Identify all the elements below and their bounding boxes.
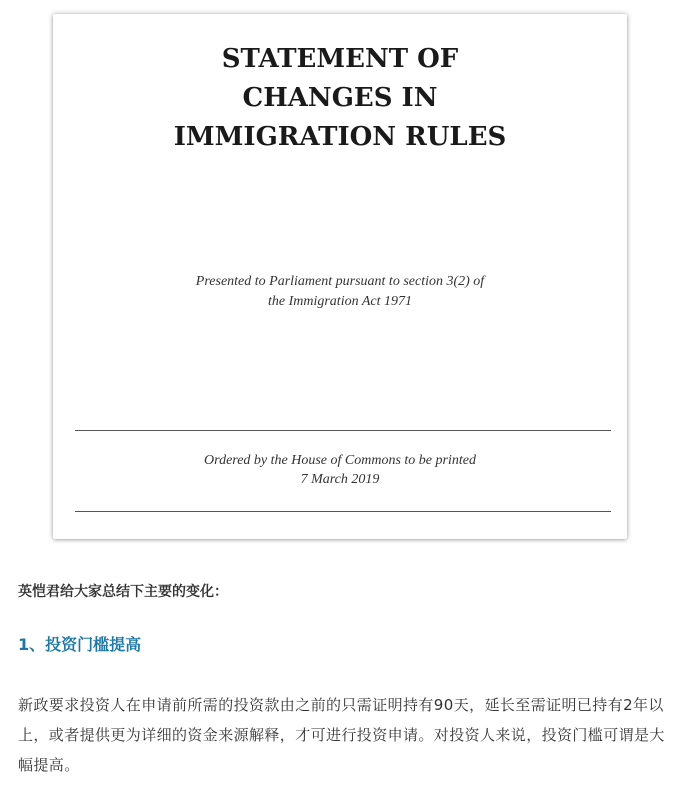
body-paragraph: 新政要求投资人在申请前所需的投资款由之前的只需证明持有90天，延长至需证明已持有2年以上，或者提供更为详细的资金来源解释，才可进行投资申请。对投资人来说，投资门槛可谓是大幅提高。 [18, 696, 665, 774]
ordered-line: Ordered by the House of Commons to be printed [204, 453, 476, 468]
document-cover-image [53, 14, 627, 539]
presented-note [53, 272, 627, 312]
document-title-line: CHANGES IN [242, 83, 438, 113]
presented-line: the Immigration Act 1971 [267, 294, 412, 309]
summary-intro: 英恺君给大家总结下主要的变化： [18, 584, 228, 600]
presented-line: Presented to Parliament pursuant to section 3(2) of [195, 274, 485, 289]
document-title-line: IMMIGRATION RULES [173, 122, 507, 152]
ordered-date: 7 March 2019 [300, 472, 380, 487]
ordered-note [53, 451, 627, 489]
section-heading: 1、投资门槛提高 [18, 635, 142, 654]
document-title-line: STATEMENT OF [221, 44, 459, 74]
document-title [53, 40, 627, 157]
divider-top [75, 430, 611, 431]
divider-bottom [75, 511, 611, 512]
